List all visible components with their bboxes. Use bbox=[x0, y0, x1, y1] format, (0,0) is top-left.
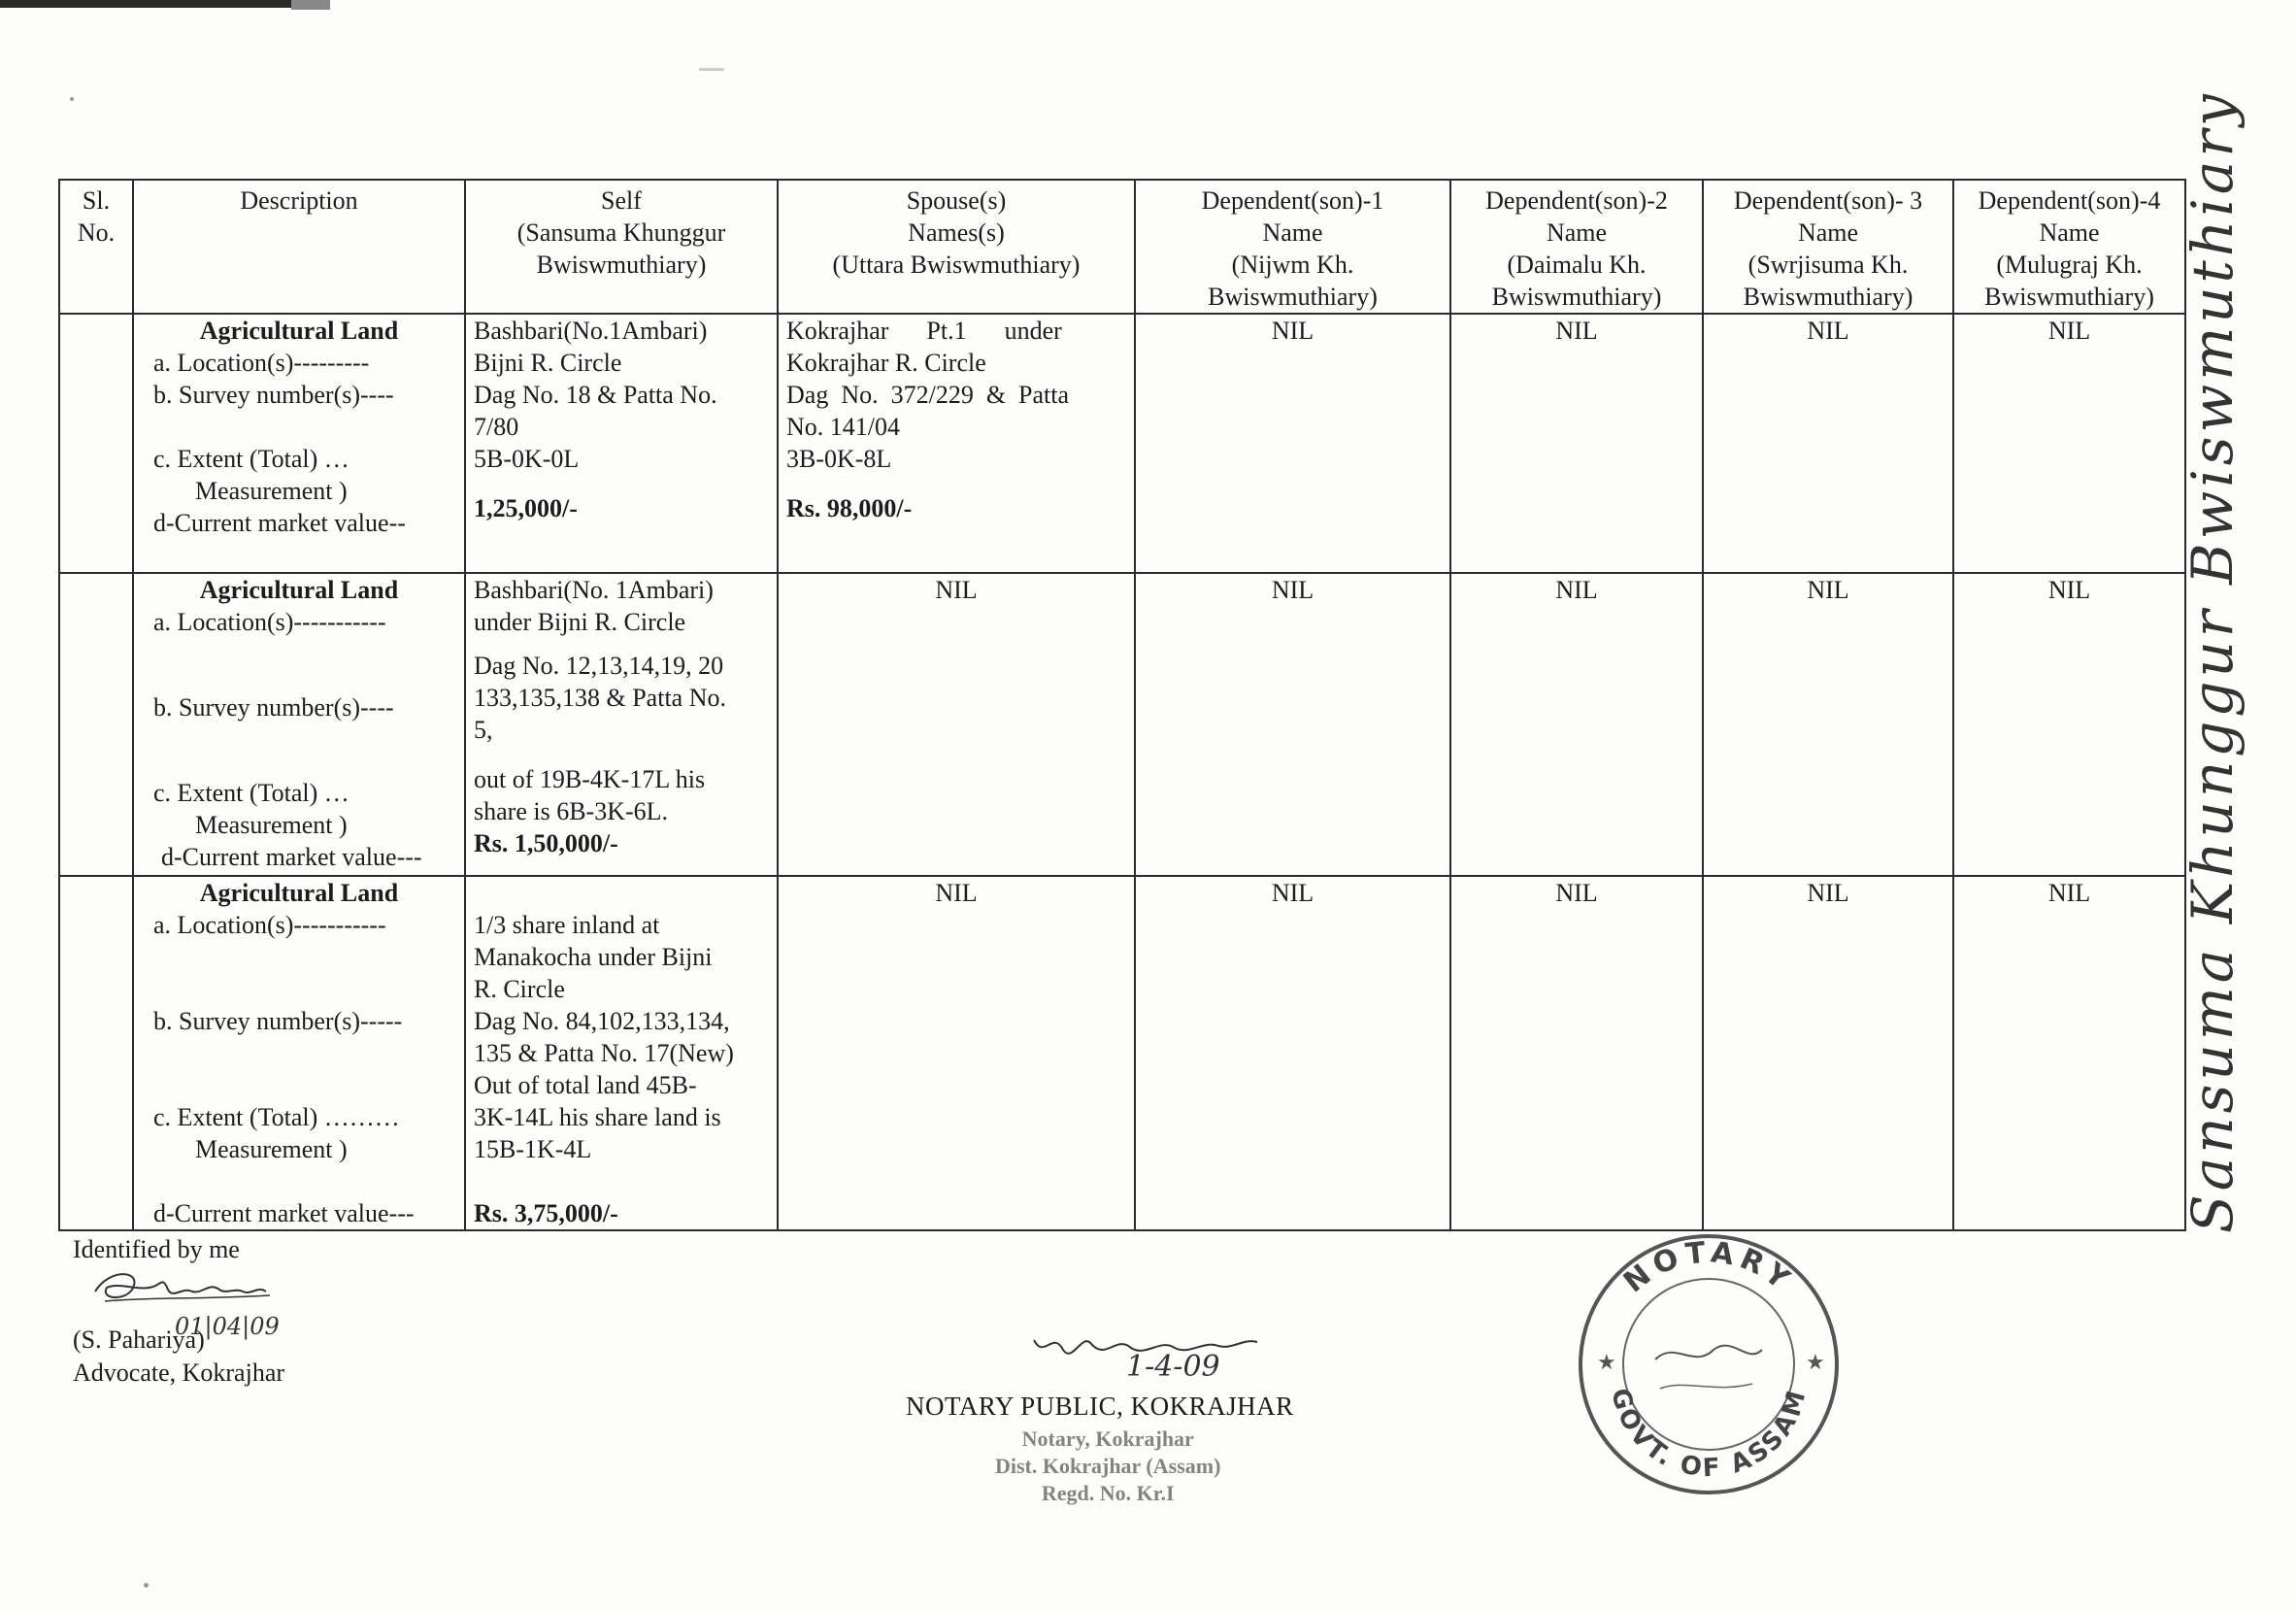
table-row bbox=[59, 314, 2185, 573]
dependent-1-cell: NIL bbox=[1135, 314, 1450, 573]
notary-seal-icon bbox=[1568, 1224, 1849, 1510]
self-cell: Bashbari(No. 1Ambari) under Bijni R. Circle Dag No. 12,13,14,19, 20 133,135,138 & Patta No. 5, out of 19B-4K-17L his share is 6B-3K-6L. Rs. 1,50,000/- bbox=[465, 573, 778, 876]
notary-title: NOTARY PUBLIC, KOKRAJHAR bbox=[906, 1392, 1294, 1421]
advocate-signature-date: 01|04|09 bbox=[175, 1313, 280, 1340]
advocate-place: Advocate, Kokrajhar bbox=[73, 1359, 285, 1387]
dependent-4-cell: NIL bbox=[1953, 573, 2185, 876]
dependent-4-cell: NIL bbox=[1953, 314, 2185, 573]
header-self: Self (Sansuma Khunggur Bwiswmuthiary) bbox=[465, 180, 778, 314]
asset-declaration-table bbox=[58, 179, 2186, 1231]
self-cell: 1/3 share inland at Manakocha under Bijni R. Circle Dag No. 84,102,133,134, 135 & Patta No. 17(New) Out of total land 45B- 3K-14L his share land is 15B-1K-4L Rs. 3,75,000/- bbox=[465, 876, 778, 1230]
svg-text:NOTARY: NOTARY bbox=[1617, 1235, 1801, 1300]
advocate-block bbox=[73, 1324, 284, 1390]
notary-rubber-stamp: Notary, Kokrajhar Dist. Kokrajhar (Assam) Regd. No. Kr.I bbox=[995, 1426, 1221, 1505]
sl-no-cell bbox=[59, 314, 133, 573]
header-dependent-4: Dependent(son)-4 Name (Mulugraj Kh. Bwiswmuthiary) bbox=[1953, 180, 2185, 314]
identified-by-label: Identified by me bbox=[73, 1235, 240, 1263]
dependent-1-cell: NIL bbox=[1135, 876, 1450, 1230]
dependent-4-cell: NIL bbox=[1953, 876, 2185, 1230]
scan-edge-mark bbox=[0, 0, 311, 8]
table-row bbox=[59, 573, 2185, 876]
header-spouse: Spouse(s) Names(s) (Uttara Bwiswmuthiary) bbox=[778, 180, 1135, 314]
spouse-cell: NIL bbox=[778, 876, 1135, 1230]
advocate-name: (S. Pahariya) bbox=[73, 1326, 205, 1354]
notary-signature-date: 1-4-09 bbox=[1126, 1350, 1220, 1384]
sl-no-cell bbox=[59, 876, 133, 1230]
dependent-3-cell: NIL bbox=[1703, 876, 1953, 1230]
scan-edge-mark bbox=[291, 0, 330, 10]
header-dependent-3: Dependent(son)- 3 Name (Swrjisuma Kh. Bwiswmuthiary) bbox=[1703, 180, 1953, 314]
dependent-3-cell: NIL bbox=[1703, 314, 1953, 573]
svg-text:GOVT. OF ASSAM: GOVT. OF ASSAM bbox=[1605, 1385, 1814, 1484]
description-cell: Agricultural Land a. Location(s)----------- b. Survey number(s)----- c. Extent (Total) ……… Measurement ) d-Current market value--- bbox=[133, 876, 465, 1230]
table-header-row bbox=[59, 180, 2185, 314]
svg-text:★: ★ bbox=[1597, 1350, 1616, 1374]
scan-speck bbox=[699, 68, 724, 71]
dependent-1-cell: NIL bbox=[1135, 573, 1450, 876]
declarant-signature: Sansuma Khunggur Bwiswmuthiary bbox=[2180, 90, 2246, 1233]
dependent-3-cell: NIL bbox=[1703, 573, 1953, 876]
spouse-cell: NIL bbox=[778, 573, 1135, 876]
sl-no-cell bbox=[59, 573, 133, 876]
dependent-2-cell: NIL bbox=[1450, 314, 1703, 573]
header-dependent-1: Dependent(son)-1 Name (Nijwm Kh. Bwiswmuthiary) bbox=[1135, 180, 1450, 314]
description-cell: Agricultural Land a. Location(s)--------- b. Survey number(s)---- c. Extent (Total) … Measurement ) d-Current market value-- bbox=[133, 314, 465, 573]
description-cell: Agricultural Land a. Location(s)----------- b. Survey number(s)---- c. Extent (Total) … Measurement ) d-Current market value--- bbox=[133, 573, 465, 876]
header-dependent-2: Dependent(son)-2 Name (Daimalu Kh. Bwiswmuthiary) bbox=[1450, 180, 1703, 314]
dependent-2-cell: NIL bbox=[1450, 573, 1703, 876]
header-description: Description bbox=[133, 180, 465, 314]
header-sl-no: Sl. No. bbox=[59, 180, 133, 314]
scan-speck bbox=[70, 97, 74, 101]
table-row bbox=[59, 876, 2185, 1230]
spouse-cell: Kokrajhar Pt.1 under Kokrajhar R. Circle Dag No. 372/229 & Patta No. 141/04 3B-0K-8L Rs. 98,000/- bbox=[778, 314, 1135, 573]
scan-speck bbox=[144, 1583, 149, 1588]
dependent-2-cell: NIL bbox=[1450, 876, 1703, 1230]
self-cell: Bashbari(No.1Ambari) Bijni R. Circle Dag No. 18 & Patta No. 7/80 5B-0K-0L 1,25,000/- bbox=[465, 314, 778, 573]
svg-text:★: ★ bbox=[1806, 1350, 1825, 1374]
